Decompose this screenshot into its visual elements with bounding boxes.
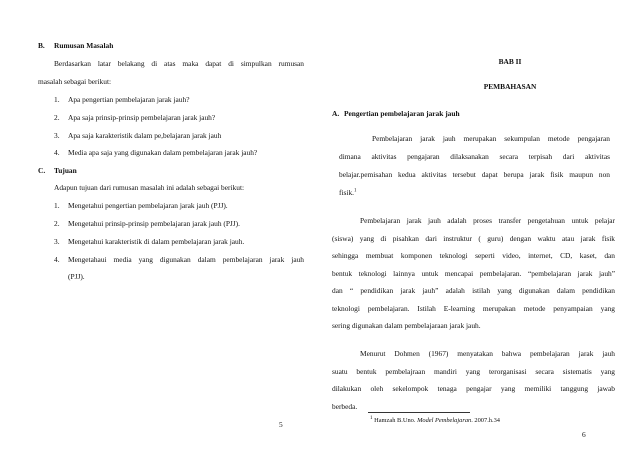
paragraph-line: bentuk teknologi lainnya untuk mencapai pembelajaran. “pembelajaran jarak jauh”	[332, 269, 615, 278]
section-b-item-text: Apa saja prinsip-prinsip pembelajaran jarak jauh?	[68, 113, 216, 122]
paragraph-line: dimana aktivitas pengajaran dilaksanakan secara terpisah dari aktivitas	[339, 152, 610, 161]
section-b-item-num: 2.	[54, 113, 60, 122]
section-c-item-text: Mengetahui pengertian pembelajaran jarak jauh (PJJ).	[68, 201, 228, 210]
footnote-ref: 1	[354, 188, 357, 194]
section-c-intro: Adapun tujuan dari rumusan masalah ini adalah sebagai berikut:	[54, 183, 245, 192]
footnote: $^1$ Hamzah B.Uno. Model Pembelajaran. 2007.h.34	[370, 415, 500, 424]
chapter-title: PEMBAHASAN	[483, 82, 537, 91]
section-b-item-num: 1.	[54, 95, 60, 104]
section-c-item-num: 1.	[54, 201, 60, 210]
section-c-item-num: 3.	[54, 237, 60, 246]
section-b-intro-line1: Berdasarkan latar belakang di atas maka dapat di simpulkan rumusan	[54, 59, 304, 68]
section-b-intro-line2: masalah sebagai berikut:	[38, 77, 112, 86]
section-c-item-num: 4.	[54, 255, 60, 264]
section-c-label: C.	[38, 166, 46, 175]
paragraph-line: suatu bentuk pembelajraan mandiri yang terorganisasi secara sistematis yang	[332, 367, 615, 376]
footnote-divider	[368, 412, 470, 413]
paragraph-line: berbeda.	[332, 402, 358, 411]
right-page	[320, 0, 638, 452]
paragraph-line: dan “ pendidikan jarak jauh” adalah istilah yang digunakan dalam pendidikan	[332, 286, 615, 295]
paragraph-line: dilakukan oleh sekelompok tenaga pengajar yang memiliki tanggung jawab	[332, 384, 615, 393]
section-a-title: Pengertian pembelajaran jarak jauh	[344, 109, 460, 118]
paragraph-line: Menurut Dohmen (1967) menyatakan bahwa pembelajaran jarak jauh	[360, 349, 615, 358]
section-c-item-num: 2.	[54, 219, 60, 228]
page-number: 5	[279, 420, 283, 429]
paragraph-line: teknologi pembelajaran. Istilah E-learning merupakan metode penyampaian yang	[332, 304, 615, 313]
paragraph-line-last: fisik.$^1$	[339, 188, 357, 197]
section-c-item-cont: (PJJ).	[68, 272, 85, 281]
section-c-item-text: Mengetahui prinsip-prinsip pembelajaran jarak jauh (PJJ).	[68, 219, 240, 228]
section-b-item-text: Media apa saja yang digunakan dalam pembelajaran jarak jauh?	[68, 148, 258, 157]
section-c-item-text: Mengetahaui media yang digunakan dalam pembelajaran jarak jauh	[68, 255, 304, 264]
section-b-item-text: Apa saja karakteristik dalam pe,belajaran jarak jauh	[68, 131, 222, 140]
paragraph-line: Pembelajaran jarak jauh adalah proses transfer pengetahuan untuk pelajar	[360, 216, 615, 225]
section-b-item-text: Apa pengertian pembelajaran jarak jauh?	[68, 95, 190, 104]
section-c-item-text: Mengetahui karakteristik di dalam pembelajaran jarak jauh.	[68, 237, 245, 246]
section-b-label: B.	[38, 41, 45, 50]
section-a-label: A.	[332, 109, 340, 118]
paragraph-line: sehingga membuat komponen teknologi seperti video, internet, CD, kaset, dan	[332, 251, 615, 260]
chapter-label: BAB II	[498, 57, 522, 66]
section-b-item-num: 3.	[54, 131, 60, 140]
paragraph-line: (siswa) yang di pisahkan dari instruktur ( guru) dengan waktu atau jarak fisik	[332, 234, 615, 243]
left-page	[0, 0, 316, 452]
section-b-title: Rumusan Masalah	[54, 41, 114, 50]
paragraph-line: sering digunakan dalam pembelajaraan jarak jauh.	[332, 321, 481, 330]
section-c-title: Tujuan	[54, 166, 77, 175]
paragraph-line: Pembelajaran jarak jauh merupakan sekumpulan metode pengajaran	[372, 134, 610, 143]
section-b-item-num: 4.	[54, 148, 60, 157]
page-number: 6	[582, 430, 586, 439]
paragraph-line: belajar.pemisahan kedua aktivitas tersebut dapat berupa jarak fisik maupun non	[339, 170, 610, 179]
